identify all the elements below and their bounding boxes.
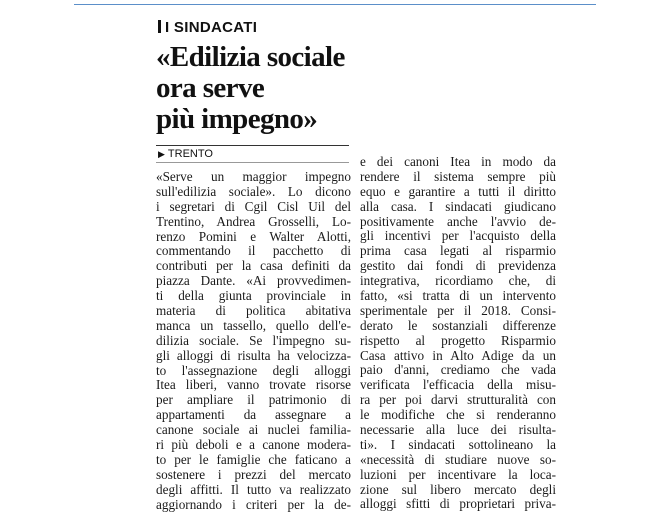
article-line: appartamenti da assegnare a xyxy=(156,407,351,423)
article-line: ti». I sindacati sottolineano la xyxy=(360,436,556,452)
article-line: verificata l'efficacia della misu- xyxy=(360,377,556,393)
article-line: renzo Pomini e Walter Alotti, xyxy=(156,228,351,244)
article-line: necessarie alla luce dei risulta- xyxy=(360,422,556,438)
article-line: zione sul libero mercato degli xyxy=(360,481,556,497)
article-line: i segretari di Cgil Cisl Uil del xyxy=(156,198,351,214)
article-line: degli affitti. Il tutto va realizzato xyxy=(156,481,351,497)
article-line: derato le sostanziali differenze xyxy=(360,317,556,333)
article-line: alla casa. I sindacati giudicano xyxy=(360,198,556,214)
article-line: paio d'anni, crediamo che vada xyxy=(360,362,556,378)
article-line: canone sociale ai nuclei familia- xyxy=(156,422,351,438)
article-column-left xyxy=(156,169,351,512)
article-line: aggiornando i criteri per la de- xyxy=(156,496,351,512)
article-line: equo e garantire a tutti il diritto xyxy=(360,183,556,199)
section-marker xyxy=(158,20,161,33)
article-line: alloggi sfitti di proprietari priva- xyxy=(360,496,556,512)
section-label xyxy=(158,19,257,36)
article-line: gli alloggi di risulta ha velocizza- xyxy=(156,347,351,363)
article-line: materia di politica abitativa xyxy=(156,303,351,319)
article-line: ri più deboli e a canone modera- xyxy=(156,437,351,453)
article-line: «necessità di studiare nuove so- xyxy=(360,451,556,467)
article-line: fatto, «si tratta di un intervento xyxy=(360,288,556,304)
article-line: ti della giunta provinciale in xyxy=(156,288,351,304)
article-line: to l'assegnazione degli alloggi xyxy=(156,362,351,378)
article-line: dilizia sociale. Se l'impegno su- xyxy=(156,332,351,348)
dateline-rule xyxy=(156,145,349,146)
article-line: sperimentale per il 2018. Consi- xyxy=(360,302,556,318)
article-line: gestito dai fondi di previdenza xyxy=(360,258,556,274)
dateline-text: TRENTO xyxy=(167,148,213,160)
article-line: Itea liberi, vanno trovate risorse xyxy=(156,377,351,393)
article-line: integrativa, ricordiamo che, di xyxy=(360,273,556,289)
article-line: sull'edilizia sociale». Lo dicono xyxy=(156,183,351,199)
headline-line: «Edilizia sociale xyxy=(156,41,345,73)
triangle-marker-icon: ▶ xyxy=(158,149,165,159)
top-rule xyxy=(74,4,596,5)
article-line: to per le famiglie che faticano a xyxy=(156,451,351,467)
dateline-rule-bottom xyxy=(156,162,349,163)
section-label-text: I SINDACATI xyxy=(165,19,258,36)
article-line: prima casa legati al risparmio xyxy=(360,243,556,259)
article-line: luzioni per incentivare la loca- xyxy=(360,466,556,482)
headline xyxy=(156,42,456,135)
headline-line: ora serve xyxy=(156,72,265,104)
article-line: rendere il sistema sempre più xyxy=(360,168,556,184)
article-line: «Serve un maggior impegno xyxy=(156,169,351,184)
article-line: e dei canoni Itea in modo da xyxy=(360,154,556,169)
article-line: le modifiche che si renderanno xyxy=(360,407,556,423)
article-line: gli incentivi per l'acquisto della xyxy=(360,228,556,244)
article-line: contributi per la casa definiti da xyxy=(156,258,351,274)
headline-line: più impegno» xyxy=(156,103,318,135)
article-line: Trentino, Andrea Grosselli, Lo- xyxy=(156,213,351,229)
article-line: Casa attivo in Alto Adige da un xyxy=(360,347,556,363)
article-line: rispetto al progetto Risparmio xyxy=(360,332,556,348)
article-line: manca un tassello, quello dell'e- xyxy=(156,317,351,333)
article-line: sostenere i prezzi del mercato xyxy=(156,466,351,482)
article-column-right xyxy=(360,154,556,512)
dateline xyxy=(158,148,213,160)
article-line: per ampliare il patrimonio di xyxy=(156,392,351,408)
article-line: piazza Dante. «Ai provvedimen- xyxy=(156,273,351,289)
article-line: positivamente anche l'avvio de- xyxy=(360,213,556,229)
article-line: commentando il pacchetto di xyxy=(156,243,351,259)
article-line: ra per poi darvi strutturalità con xyxy=(360,392,556,408)
